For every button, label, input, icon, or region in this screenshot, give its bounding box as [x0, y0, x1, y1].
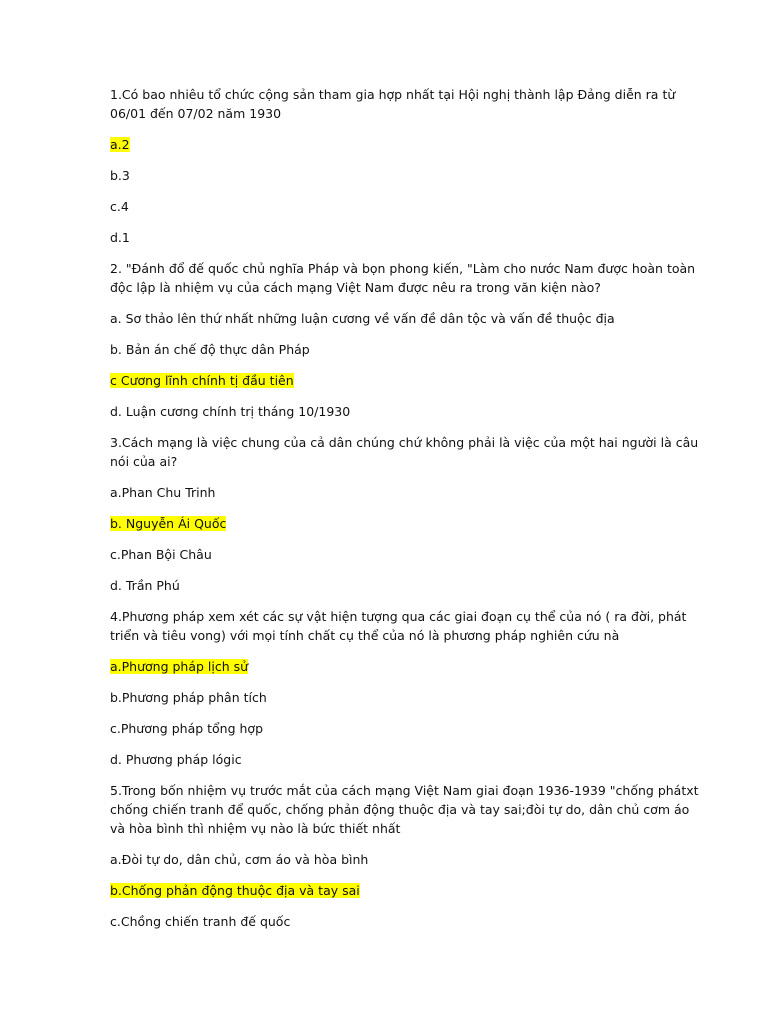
question-block	[110, 607, 700, 769]
answer-option: a.Phan Chu Trinh	[110, 485, 216, 500]
question-text: 4.Phương pháp xem xét các sự vật hiện tượng qua các giai đoạn cụ thể của nó ( ra đời, phát triển và tiêu vong) với mọi tính chất cụ thể của nó là phương pháp nghiên cứu nà	[110, 609, 687, 643]
answer-option: c.4	[110, 199, 129, 214]
answer-option	[110, 371, 700, 390]
highlighted-answer: b.Chống phản động thuộc địa và tay sai	[110, 883, 360, 898]
answer-option: d. Luận cương chính trị tháng 10/1930	[110, 404, 351, 419]
answer-option: d. Trần Phú	[110, 578, 180, 593]
answer-option: b.Phương pháp phân tích	[110, 690, 267, 705]
question-text: 3.Cách mạng là việc chung của cả dân chúng chứ không phải là việc của một hai người là câu nói của ai?	[110, 435, 699, 469]
question-block	[110, 433, 700, 595]
answer-option: c.Phương pháp tổng hợp	[110, 721, 264, 736]
answer-option: a. Sơ thảo lên thứ nhất những luận cương về vấn đề dân tộc và vấn đề thuộc địa	[110, 311, 615, 326]
answer-option: d. Phương pháp lógic	[110, 752, 242, 767]
document-body	[110, 85, 700, 943]
answer-option	[110, 657, 700, 676]
question-text: 5.Trong bốn nhiệm vụ trước mắt của cách mạng Việt Nam giai đoạn 1936-1939 "chống phátxt chống chiến tranh để quốc, chống phản động thuộc địa và tay sai;đòi tự do, dân chủ cơm áo và hòa bình thì nhiệm vụ nào là bức thiết nhất	[110, 783, 699, 836]
answer-option: c.Phan Bội Châu	[110, 547, 212, 562]
answer-option: d.1	[110, 230, 130, 245]
highlighted-answer: b. Nguyễn Ái Quốc	[110, 516, 227, 531]
answer-option: c.Chồng chiến tranh đế quốc	[110, 914, 291, 929]
answer-option	[110, 514, 700, 533]
question-text: 2. "Đánh đổ đế quốc chủ nghĩa Pháp và bọn phong kiến, "Làm cho nước Nam được hoàn toàn độc lập là nhiệm vụ của cách mạng Việt Nam được nêu ra trong văn kiện nào?	[110, 261, 696, 295]
answer-option	[110, 881, 700, 900]
question-text: 1.Có bao nhiêu tổ chức cộng sản tham gia hợp nhất tại Hội nghị thành lập Đảng diễn ra từ 06/01 đến 07/02 năm 1930	[110, 87, 676, 121]
answer-option: b. Bản án chế độ thực dân Pháp	[110, 342, 310, 357]
question-block	[110, 85, 700, 247]
answer-option: a.Đòi tự do, dân chủ, cơm áo và hòa bình	[110, 852, 369, 867]
answer-option	[110, 135, 700, 154]
highlighted-answer: a.Phương pháp lịch sử	[110, 659, 249, 674]
highlighted-answer: c Cương lĩnh chính tị đầu tiên	[110, 373, 294, 388]
answer-option: b.3	[110, 168, 130, 183]
highlighted-answer: a.2	[110, 137, 130, 152]
question-block	[110, 259, 700, 421]
question-block	[110, 781, 700, 931]
